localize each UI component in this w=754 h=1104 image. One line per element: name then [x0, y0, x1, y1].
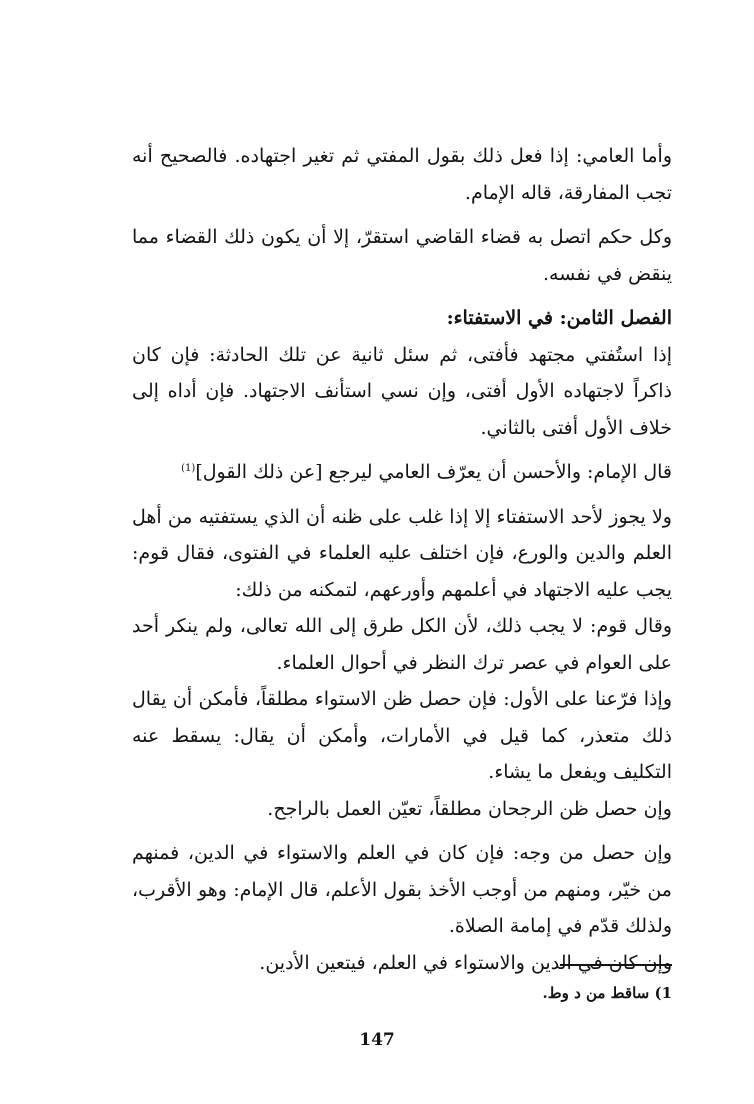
paragraph-8: وإن حصل ظن الرجحان مطلقاً، تعيّن العمل بالراجح. — [267, 797, 672, 820]
paragraph-10: وإن كان في الدين والاستواء في العلم، فيتعين الأدين. — [259, 951, 672, 974]
paragraph-4-text: قال الإمام: والأحسن أن يعرّف العامي ليرجع [عن ذلك القول] — [195, 461, 672, 483]
paragraph-5: ولا يجوز لأحد الاستفتاء إلا إذا غلب على ظنه أن الذي يستفتيه من أهل العلم والدين والورع، فإن اختلف عليه العلماء في الفتوى، فقال قوم: يجب عليه الاجتهاد في أعلمهم وأورعهم، لتمكنه من ذلك: — [132, 505, 672, 601]
paragraph-6: وقال قوم: لا يجب ذلك، لأن الكل طرق إلى الله تعالى، ولم ينكر أحد على العوام في عصر ترك النظر في أحوال العلماء. — [132, 615, 672, 674]
paragraph-7: وإذا فرّعنا على الأول: فإن حصل ظن الاستواء مطلقاً، فأمكن أن يقال ذلك متعذر، كما قيل في الأمارات، وأمكن أن يقال: يسقط عنه التكليف ويفعل ما يشاء. — [132, 688, 672, 783]
paragraph-3: إذا استُفتي مجتهد فأفتى، ثم سئل ثانية عن تلك الحادثة: فإن كان ذاكراً لاجتهاده الأول أفتى، وإن نسي استأنف الاجتهاد. فإن أداه إلى خلاف الأول أفتى بالثاني. — [132, 343, 672, 439]
paragraph-2: وكل حكم اتصل به قضاء القاضي استقرّ، إلا أن يكون ذلك القضاء مما ينقض في نفسه. — [132, 226, 672, 285]
footnote-reference: (1) — [181, 463, 196, 474]
footnote-separator — [560, 964, 672, 966]
footnote: 1) ساقط من د وط. — [542, 984, 672, 1002]
main-text — [132, 138, 672, 981]
page-number: 147 — [359, 1030, 395, 1050]
section-heading: الفصل الثامن: في الاستفتاء: — [446, 307, 672, 329]
paragraph-9: وإن حصل من وجه: فإن كان في العلم والاستواء في الدين، فمنهم من خيّر، ومنهم من أوجب الأخذ بقول الأعلم، قال الإمام: وهو الأقرب، ولذلك قدّم في إمامة الصلاة. — [132, 842, 672, 937]
paragraph-1: وأما العامي: إذا فعل ذلك بقول المفتي ثم تغير اجتهاده. فالصحيح أنه تجب المفارقة، قاله الإمام. — [132, 145, 672, 204]
paragraph-4 — [132, 454, 672, 491]
